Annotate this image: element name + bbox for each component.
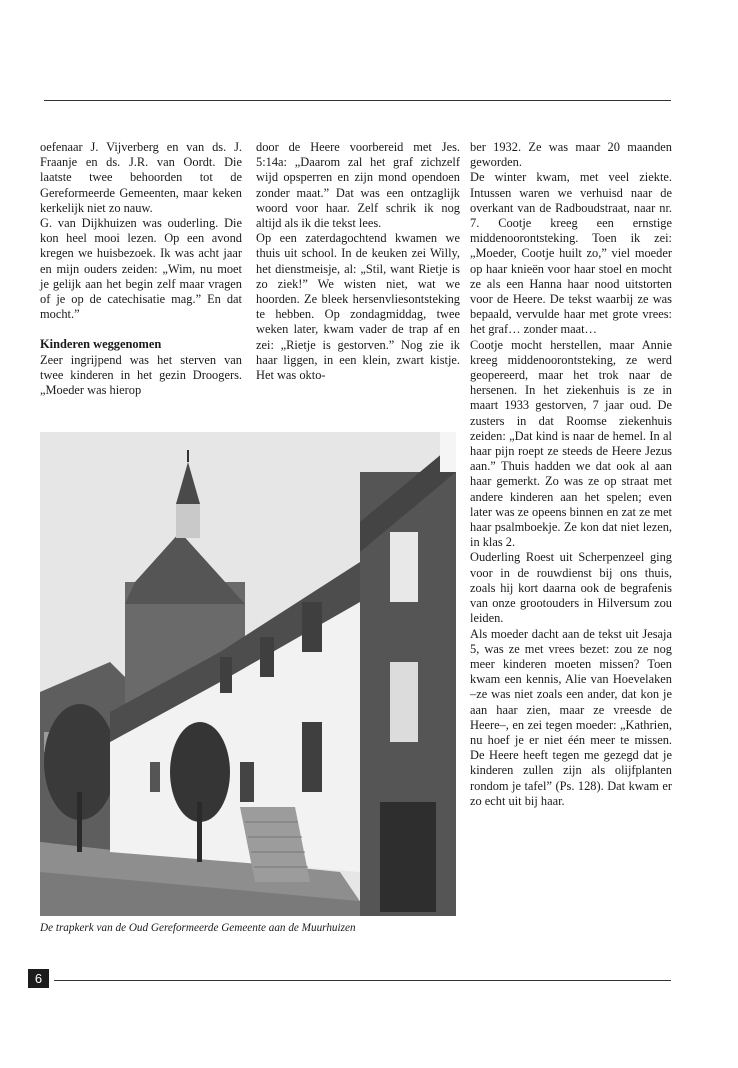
- paragraph: Als moeder dacht aan de tekst uit Jesaja 5, was ze met vrees bezet: zou ze nog meer kinderen moeten missen? Toen kwam een kennis, Alie van Hoevelaken –ze was niet zoals een ander, dat kon je aan haar zien, maar ze vreesde de Heere–, en zei tegen moeder: „Kathrien, nu hoef je er niet één meer te missen. De Heere heeft tegen me gezegd dat je kinderen zullen zijn als olijfplanten rondom je tafel” (Ps. 128). Dat kwam er zo echt uit bij haar.: [470, 626, 672, 808]
- paragraph: Op een zaterdagochtend kwamen we thuis uit school. In de keuken zei Willy, het dienstmeisje, al: „Stil, want Rietje is zo ziek!” We wisten niet, wat we hoorden. Ze bleek hersenvliesontsteking te hebben. Op zondagmiddag, twee weken later, kwam vader de trap af en zei: „Rietje is gestorven.” Nog zie ik haar liggen, in een klein, zwart kistje. Het was okto-: [256, 231, 460, 383]
- church-photo: [40, 432, 456, 916]
- photo-caption: De trapkerk van de Oud Gereformeerde Gemeente aan de Muurhuizen: [40, 922, 356, 934]
- header-rule: [44, 100, 671, 101]
- text-column-2: [256, 140, 460, 383]
- paragraph: oefenaar J. Vijverberg en van ds. J. Fraanje en ds. J.R. van Oordt. Die laatste twee behoorden tot de Gereformeerde Gemeenten, maar keken kerkelijk niet zo nauw.: [40, 140, 242, 215]
- text-column-3: [470, 140, 672, 809]
- paragraph: door de Heere voorbereid met Jes. 5:14a: „Daarom zal het graf zichzelf wijd opsperren en zijn mond opendoen zonder maat.” Dat was een ontzaglijk woord voor haar. Zelf schrik ik nog altijd als ik die tekst lees.: [256, 140, 460, 231]
- church-photo-drawing: [40, 432, 456, 916]
- paragraph: Zeer ingrijpend was het sterven van twee kinderen in het gezin Droogers. „Moeder was hierop: [40, 352, 242, 398]
- paragraph: Cootje mocht herstellen, maar Annie kreeg middenoorontsteking, ze werd geopereerd, maar het trok naar de hersenen. In het ziekenhuis is ze in maart 1933 gestorven, 7 jaar oud. De zusters in dat Roomse ziekenhuis zeiden: „Dat kind is naar de hemel. In al haar pijn roept ze steeds de Heere Jezus aan.” Thuis hadden we dat ook al aan haar gemerkt. Zo was ze op straat met andere kinderen aan het spelen; even later was ze opeens binnen en zat ze met haar psalmboekje. Ze kon dat niet lezen, in klas 2.: [470, 337, 672, 550]
- paragraph: Ouderling Roest uit Scherpenzeel ging voor in de rouwdienst bij ons thuis, zoals hij kort daarna ook de begrafenis van onze grootouders in Hilversum zou leiden.: [470, 550, 672, 626]
- paragraph: De winter kwam, met veel ziekte. Intussen waren we verhuisd naar de overkant van de Radboudstraat, naar nr. 7. Cootje kreeg een ernstige middenoorontsteking. Toen ik zei: „Moeder, Cootje huilt zo,” viel moeder op haar knieën voor haar stoel en mocht ze als een Hanna haar nood uitstorten voor de Heere. De tekst waarbij ze was bepaald, vervulde haar met grote vrees: het graf… zonder maat…: [470, 170, 672, 337]
- footer-rule: [54, 980, 671, 981]
- page-number: 6: [28, 969, 49, 988]
- text-column-1: [40, 140, 242, 398]
- paragraph: G. van Dijkhuizen was ouderling. Die kon heel mooi lezen. Op een avond kregen we huisbezoek. Ik was acht jaar en mijn ouders zeiden: „Wim, nu moet je gelijk aan het begin zelf maar vragen of je op de catechisatie mag.” En dat mocht.”: [40, 216, 242, 322]
- section-heading: Kinderen weggenomen: [40, 337, 162, 352]
- paragraph: ber 1932. Ze was maar 20 maanden geworden.: [470, 140, 672, 170]
